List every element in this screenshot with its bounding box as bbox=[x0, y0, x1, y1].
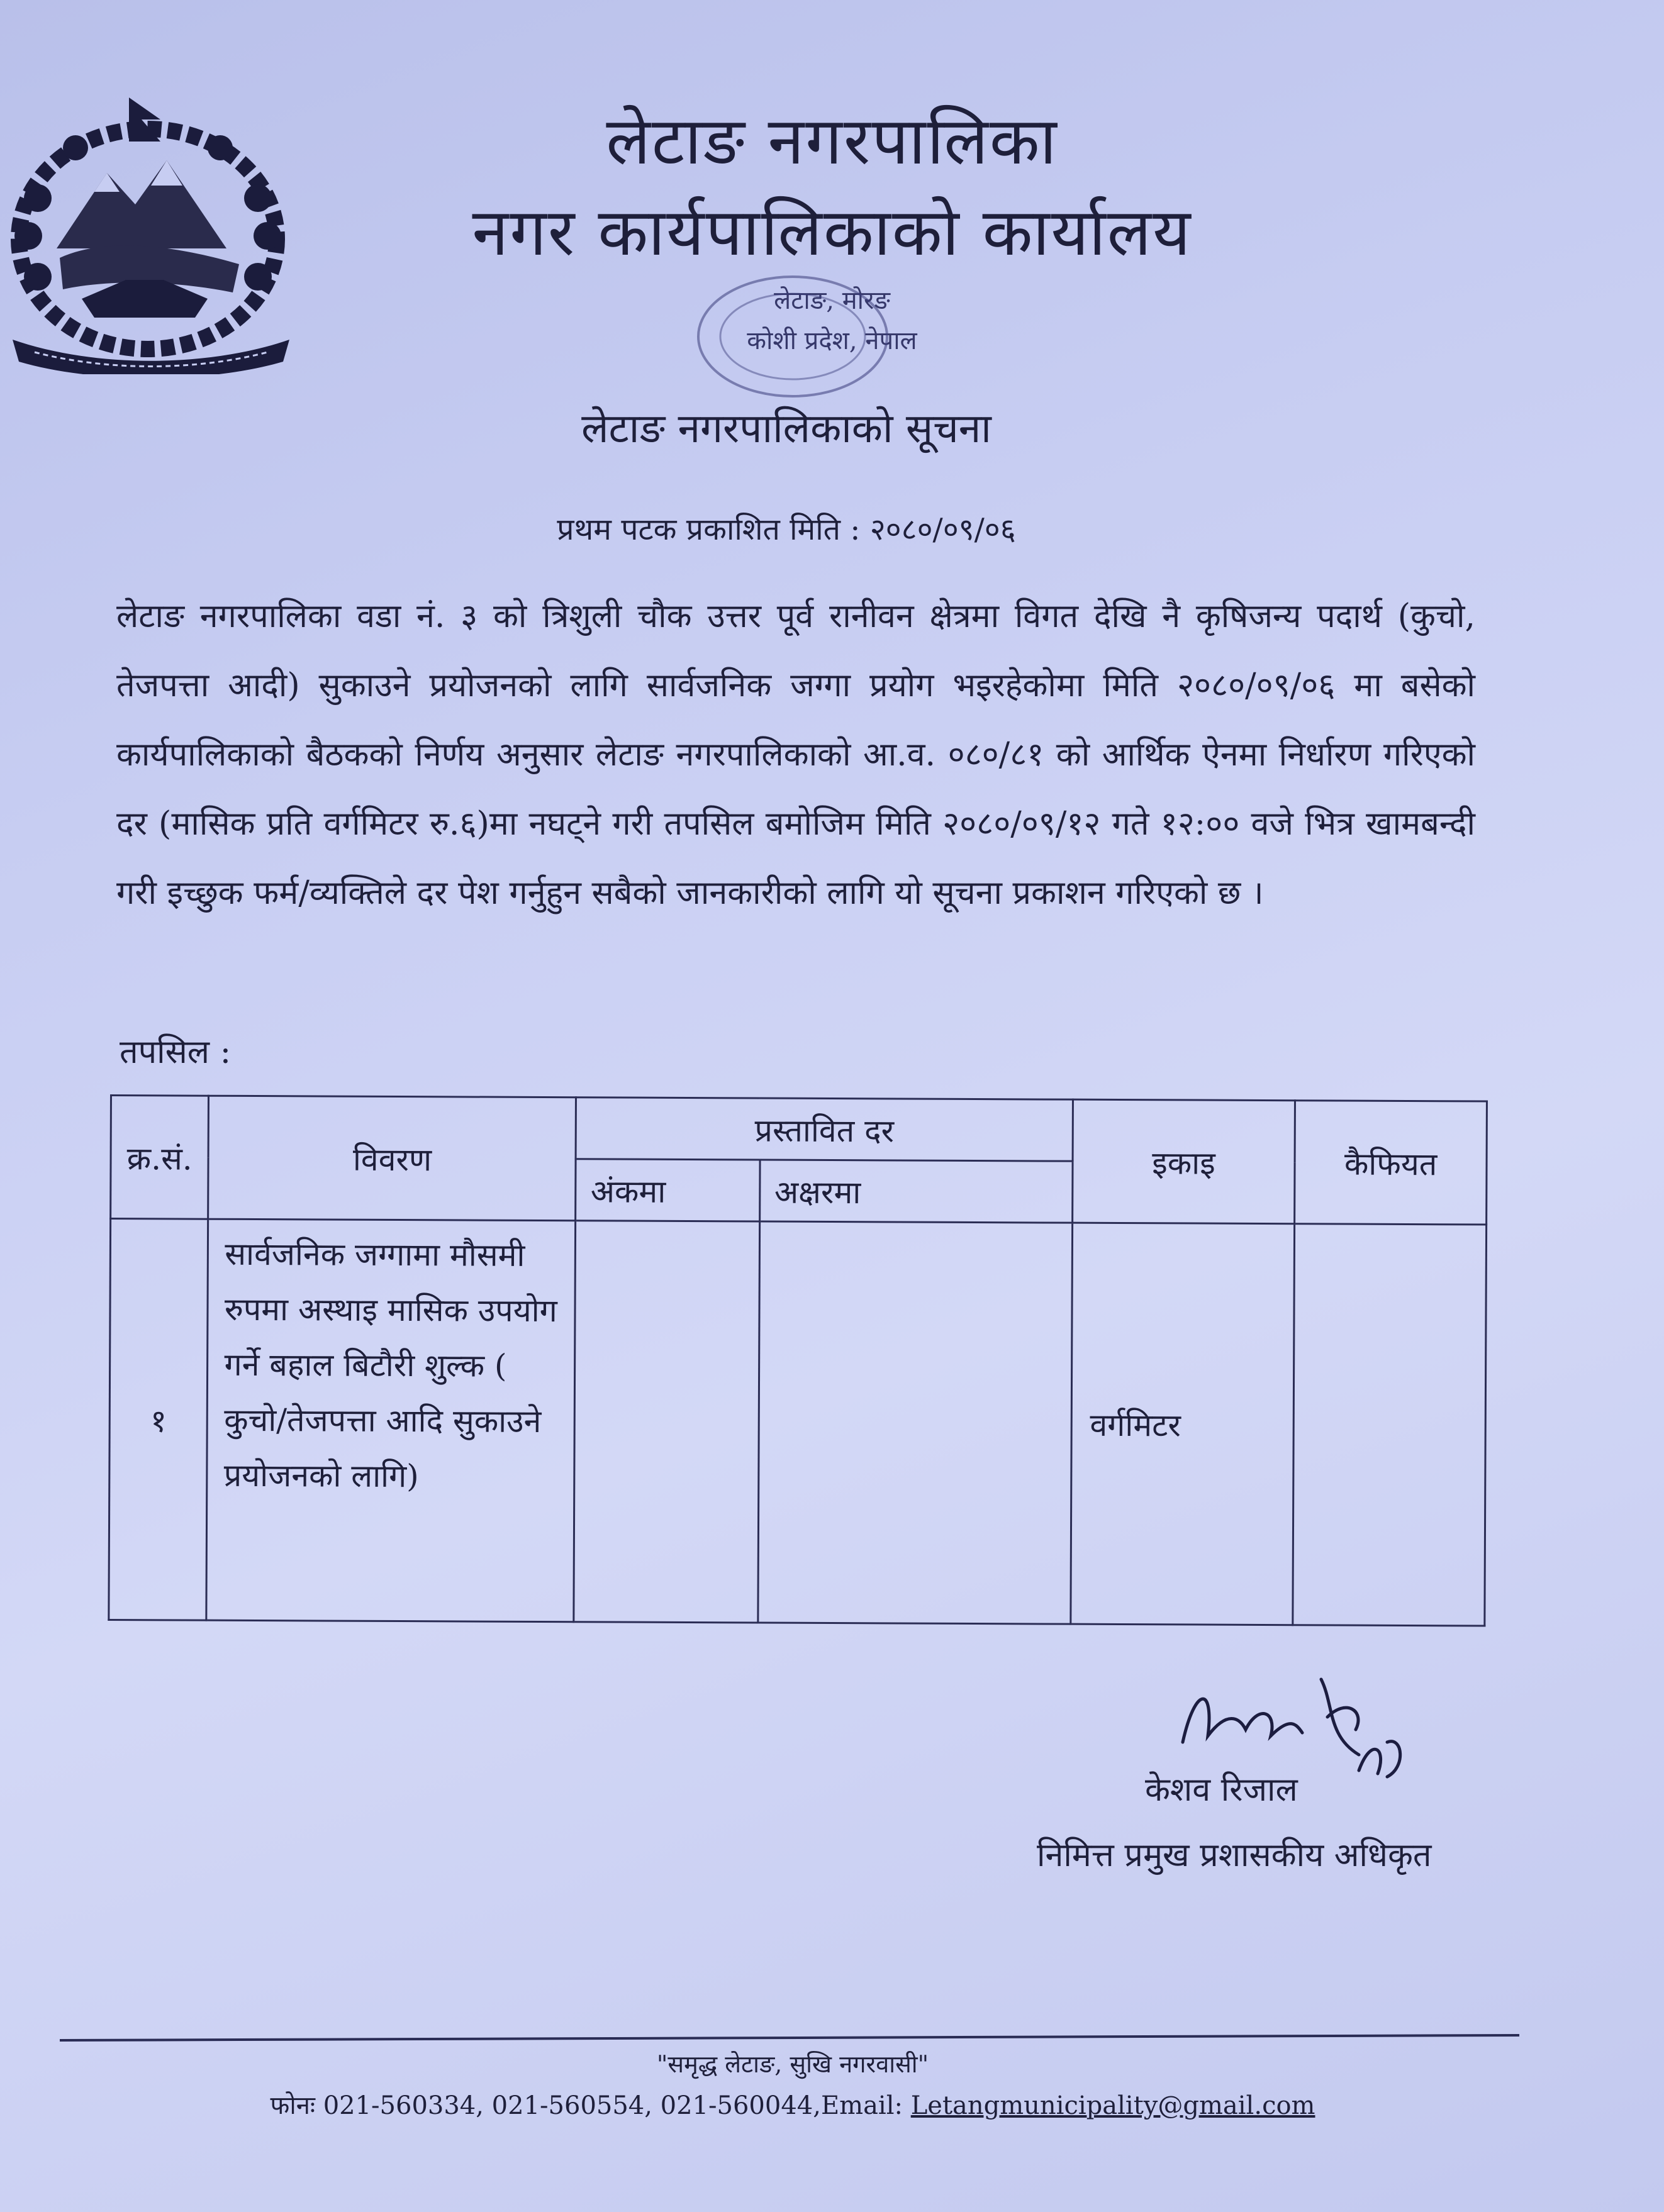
notice-title: लेटाङ नगरपालिकाको सूचना bbox=[581, 406, 991, 452]
cell-serial: १ bbox=[109, 1219, 208, 1621]
signer-name: केशव रिजाल bbox=[1145, 1771, 1298, 1809]
schedule-label: तपसिल : bbox=[120, 1033, 232, 1071]
published-date: प्रथम पटक प्रकाशित मिति : २०८०/०९/०६ bbox=[557, 512, 1016, 547]
header-remarks: कैफियत bbox=[1295, 1101, 1487, 1225]
header-unit: इकाइ bbox=[1072, 1099, 1295, 1224]
office-name: नगर कार्यपालिकाको कार्यालय bbox=[472, 194, 1192, 270]
municipality-name: लेटाङ नगरपालिका bbox=[606, 103, 1058, 179]
cell-remarks bbox=[1293, 1224, 1487, 1626]
address-district: लेटाङ, मोरङ bbox=[774, 286, 890, 315]
office-stamp-icon bbox=[667, 264, 906, 409]
header-serial: क्र.सं. bbox=[111, 1096, 209, 1220]
footer-phone-label: फोनः 021-560334, 021-560554, 021-560044,Email: bbox=[270, 2091, 911, 2120]
header-proposed-rate: प्रस्तावित दर bbox=[576, 1098, 1073, 1161]
cell-unit: वर्गमिटर bbox=[1071, 1223, 1295, 1625]
header-description: विवरण bbox=[208, 1096, 576, 1221]
footer-contact bbox=[0, 2087, 1585, 2121]
signer-title: निमित्त प्रमुख प्रशासकीय अधिकृत bbox=[1037, 1837, 1432, 1874]
footer-motto: "समृद्ध लेटाङ, सुखि नगरवासी" bbox=[656, 2050, 929, 2078]
cell-in-figures bbox=[574, 1221, 759, 1623]
cell-description: सार्वजनिक जग्गामा मौसमी रुपमा अस्थाइ मासिक उपयोग गर्ने बहाल बिटौरी शुल्क ( कुचो/तेजपत्ता आदि सुकाउने प्रयोजनको लागि) bbox=[206, 1219, 576, 1622]
address-province: कोशी प्रदेश, नेपाल bbox=[747, 326, 917, 355]
table-row bbox=[109, 1219, 1487, 1626]
cell-in-words bbox=[757, 1221, 1072, 1624]
footer-email-link[interactable]: Letangmunicipality@gmail.com bbox=[910, 2091, 1315, 2120]
header-in-words: अक्षरमा bbox=[759, 1160, 1073, 1223]
rate-table bbox=[108, 1094, 1488, 1627]
notice-body: लेटाङ नगरपालिका वडा नं. ३ को त्रिशुली चौक उत्तर पूर्व रानीवन क्षेत्रमा विगत देखि नै कृषिजन्य पदार्थ (कुचो, तेजपत्ता आदी) सुकाउने प्रयोजनको लागि सार्वजनिक जग्गा प्रयोग भइरहेकोमा मिति २०८०/०९/०६ मा बसेको कार्यपालिकाको बैठकको निर्णय अनुसार लेटाङ नगरपालिकाको आ.व. ०८०/८१ को आर्थिक ऐनमा निर्धारण गरिएको दर (मासिक प्रति वर्गमिटर रु.६)मा नघट्ने गरी तपसिल बमोजिम मिति २०८०/०९/१२ गते १२:०० वजे भित्र खामबन्दी गरी इच्छुक फर्म/व्यक्तिले दर पेश गर्नुहुन सबैको जानकारीको लागि यो सूचना प्रकाशन गरिएको छ । bbox=[116, 597, 1475, 912]
header-in-figures: अंकमा bbox=[576, 1159, 760, 1221]
table-header-row bbox=[111, 1096, 1487, 1164]
footer-divider bbox=[60, 2034, 1519, 2042]
